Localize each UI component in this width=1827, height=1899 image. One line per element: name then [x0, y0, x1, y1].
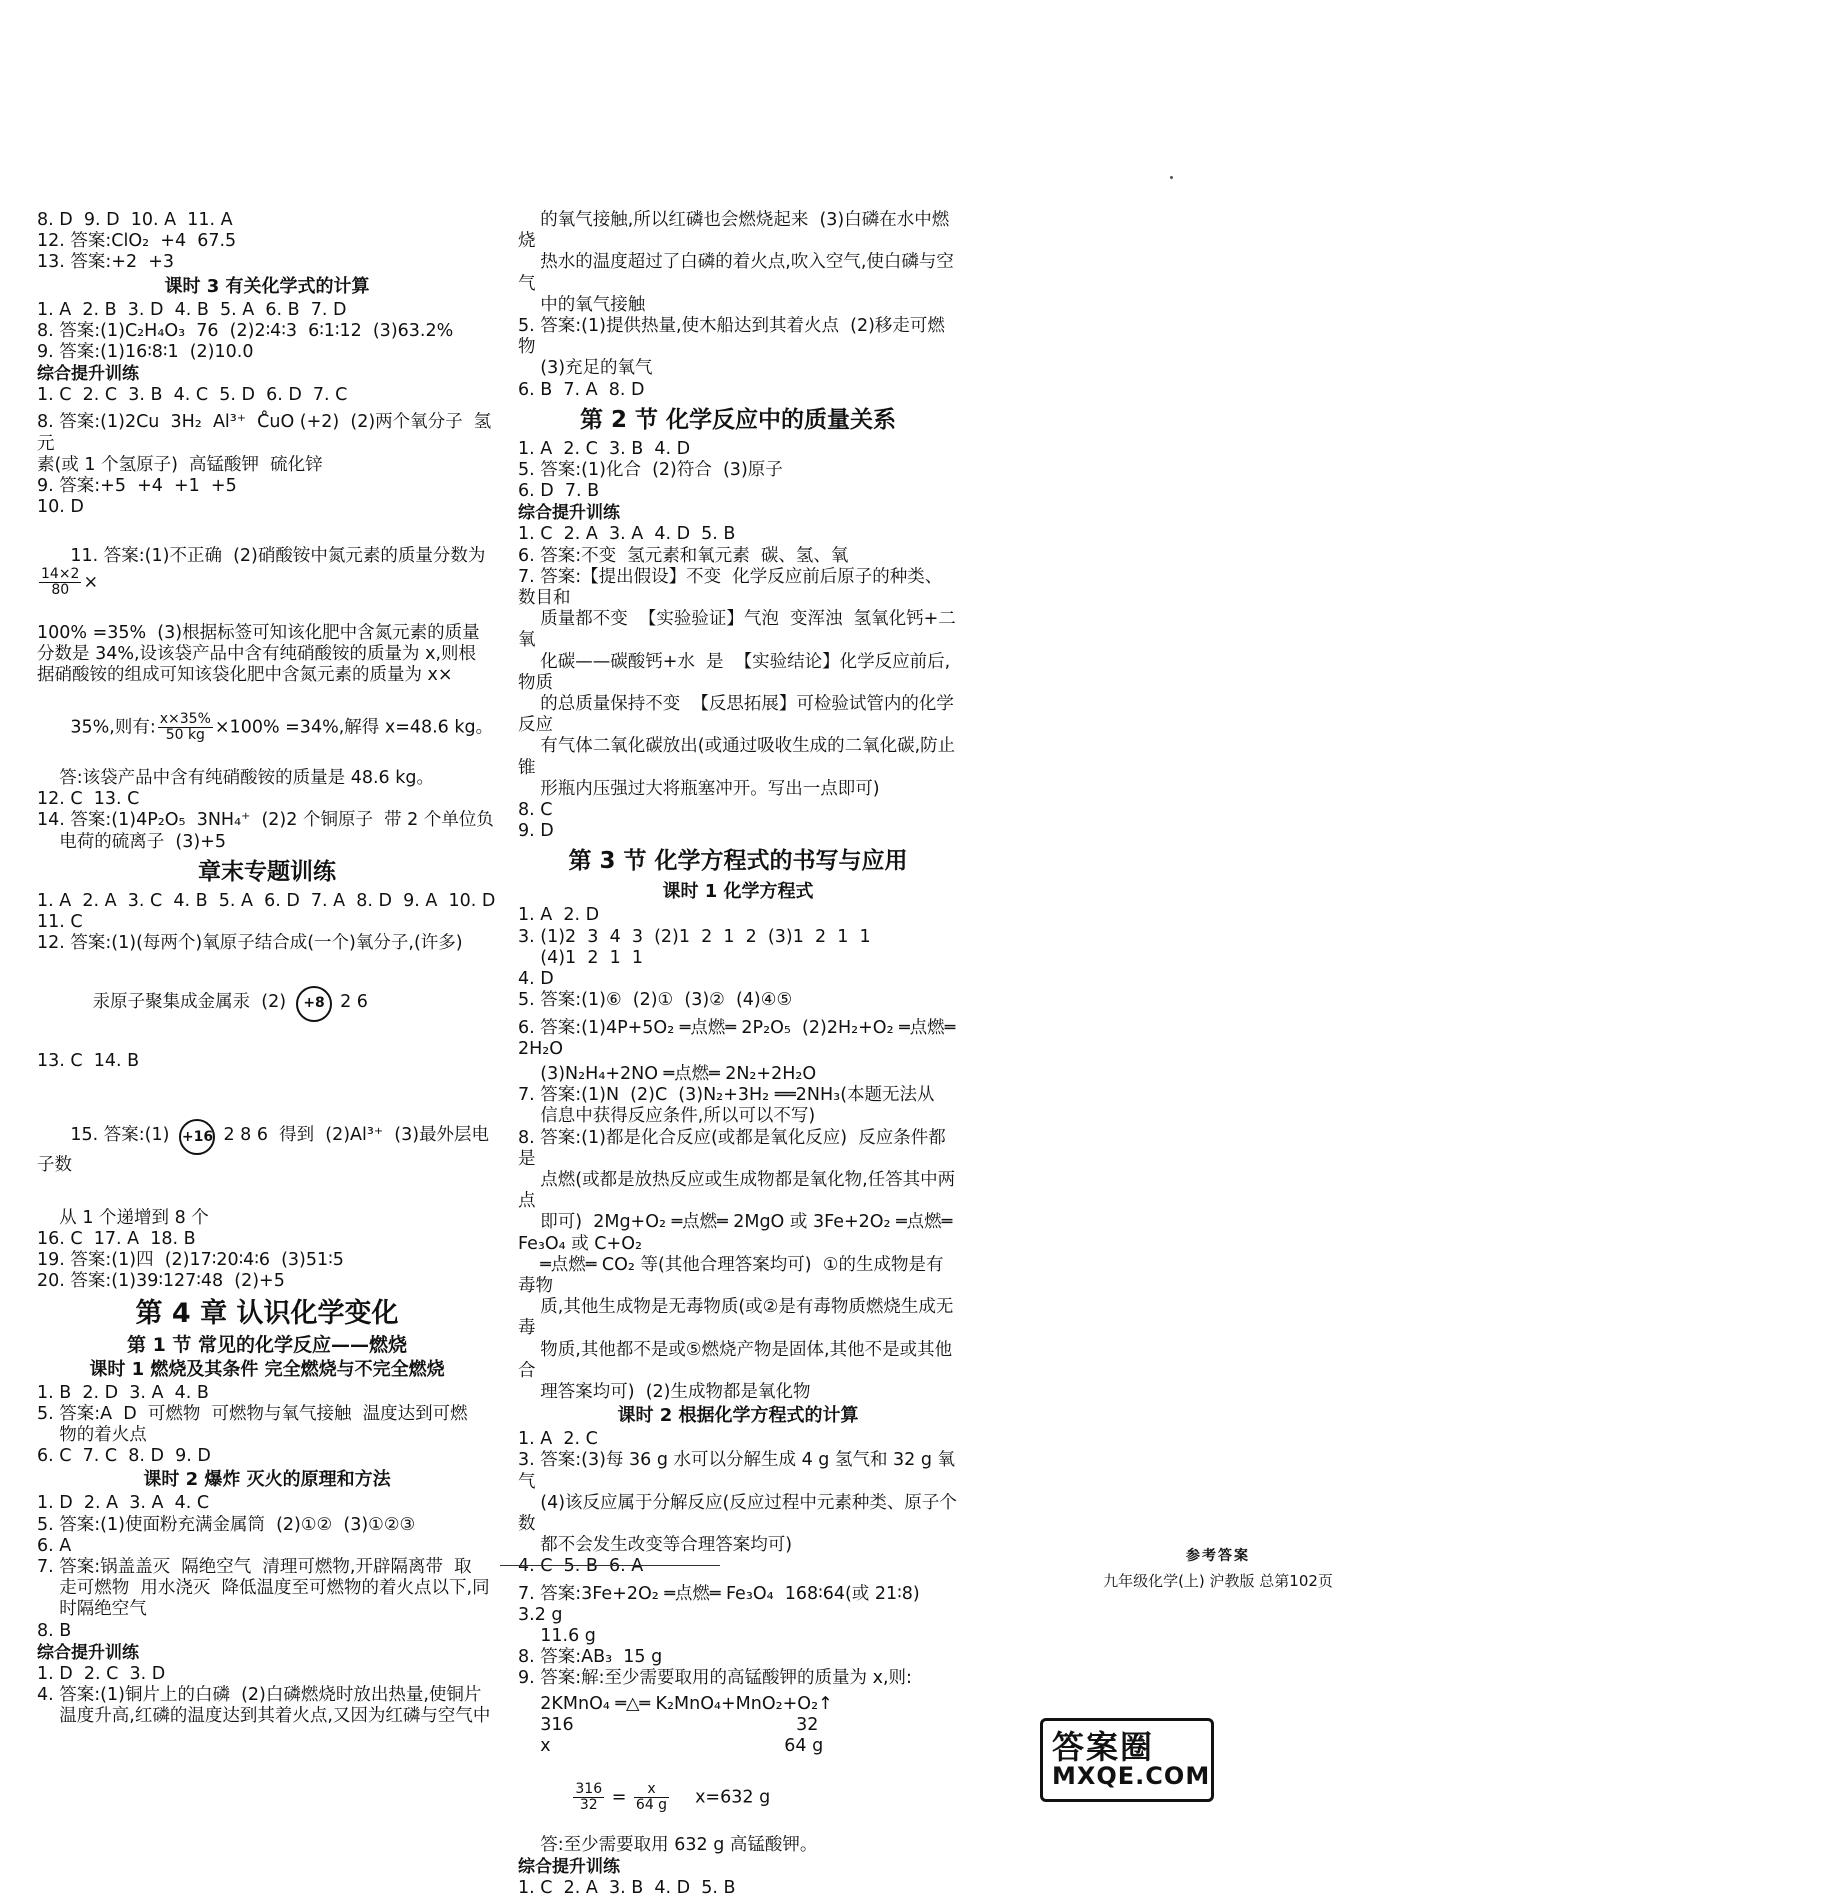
answer-line: 点燃(或都是放热反应或生成物都是氧化物,任答其中两点	[518, 1169, 956, 1212]
answer-line: 理答案均可) (2)生成物都是氧化物	[518, 1381, 811, 1402]
answer-line: 2KMnO₄ ═△═ K₂MnO₄+MnO₂+O₂↑	[518, 1693, 833, 1714]
answer-line: 8. 答案:(1)都是化合反应(或都是氧化反应) 反应条件都是	[518, 1127, 946, 1169]
denominator: 32	[579, 1797, 598, 1814]
answer-line: 1. A 2. C 3. B 4. D	[518, 438, 691, 459]
lesson-heading: 课时 1 化学方程式	[662, 881, 814, 903]
answer-line: 中的氧气接触	[518, 294, 646, 315]
answer-line: 5. 答案:A D 可燃物 可燃物与氧气接触 温度达到可燃	[37, 1403, 468, 1424]
answer-line-fraction	[37, 524, 497, 619]
text: 得到 (2)Al³⁺ (3)最外层电子数	[37, 1125, 490, 1176]
logo-url: MXQE.COM	[1052, 1762, 1211, 1790]
subsection-heading: 综合提升训练	[37, 1642, 139, 1663]
atom-structure-diagram	[290, 982, 336, 1022]
section-heading: 第 1 节 常见的化学反应——燃烧	[126, 1333, 408, 1356]
answer-line: 的总质量保持不变 【反思拓展】可检验试管内的化学反应	[518, 694, 954, 736]
numerator: 316	[575, 1781, 603, 1798]
answer-line: 6. C 7. C 8. D 9. D	[37, 1446, 211, 1467]
answer-line: 7. 答案:(1)N (2)C (3)N₂+3H₂ ══2NH₃(本题无法从	[518, 1085, 935, 1106]
answer-line: 20. 答案:(1)39∶127∶48 (2)+5	[37, 1271, 285, 1292]
lesson-heading: 课时 2 爆炸 灭火的原理和方法	[143, 1469, 391, 1491]
answer-line-fraction	[37, 691, 497, 764]
atom-structure-diagram	[173, 1115, 219, 1155]
answer-line: 8. C	[518, 800, 553, 821]
answer-line: 14. 答案:(1)4P₂O₅ 3NH₄⁺ (2)2 个铜原子 带 2 个单位负	[37, 810, 494, 831]
text: x=632 g	[695, 1787, 771, 1808]
answer-line: 7. 答案:3Fe+2O₂ ═点燃═ Fe₃O₄ 168∶64(或 21∶8) 3.2 g	[518, 1583, 937, 1625]
chapter-heading: 第 4 章 认识化学变化	[135, 1297, 399, 1329]
answer-line: 1. C 2. C 3. B 4. C 5. D 6. D 7. C	[37, 385, 348, 406]
lesson-heading: 课时 2 根据化学方程式的计算	[617, 1405, 859, 1427]
answer-line: 形瓶内压强过大将瓶塞冲开。写出一点即可)	[518, 778, 880, 799]
denominator: 64 g	[635, 1797, 668, 1814]
answer-line: 质,其他生成物是无毒物质(或②是有毒物质燃烧生成无毒	[518, 1297, 954, 1339]
nucleus: +16	[179, 1119, 215, 1155]
section-heading: 第 3 节 化学方程式的书写与应用	[568, 848, 908, 875]
text: 11. 答案:(1)不正确 (2)硝酸铵中氮元素的质量分数为	[70, 545, 486, 566]
numerator: x	[634, 1782, 669, 1798]
answer-line: 化碳——碳酸钙+水 是 【实验结论】化学反应前后,物质	[518, 651, 951, 693]
answer-line: 温度升高,红磷的温度达到其着火点,又因为红磷与空气中	[37, 1706, 491, 1727]
answer-line: 7. 答案:【提出假设】不变 化学反应前后原子的种类、数目和	[518, 566, 943, 609]
answer-line: 8. D 9. D 10. A 11. A	[37, 210, 233, 230]
watermark-logo	[1040, 1718, 1211, 1796]
answer-line: 10. D	[37, 497, 84, 518]
answer-line: 100% =35% (3)根据标签可知该化肥中含氮元素的质量	[37, 623, 480, 644]
answer-line: 1. D 2. A 3. A 4. C	[37, 1493, 210, 1514]
electron-shells: 2 6	[340, 991, 368, 1012]
footer-info: 九年级化学(上) 沪教版 总第102页	[1103, 1572, 1333, 1590]
answer-line: 信息中获得反应条件,所以可以不写)	[518, 1106, 816, 1127]
answer-line: 13. C 14. B	[37, 1050, 140, 1071]
answer-line: 13. 答案:+2 +3	[37, 252, 175, 273]
left-column	[37, 210, 497, 1727]
section-heading: 章末专题训练	[198, 858, 336, 885]
answer-line: 电荷的硫离子 (3)+5	[37, 831, 226, 852]
text: 35%,则有:	[70, 717, 156, 738]
answer-line: 8. B	[37, 1620, 72, 1641]
answer-line: 1. A 2. C	[518, 1429, 598, 1450]
answer-line: 6. 答案:(1)4P+5O₂ ═点燃═ 2P₂O₅ (2)2H₂+O₂ ═点燃═ 2H₂O	[518, 1017, 961, 1059]
calc-line: $\frac{316}{32}$ = $\frac{x}{64 g}$ x=632 g	[575, 1781, 771, 1814]
answer-line: 1. D 2. C 3. D	[37, 1663, 166, 1684]
fraction	[634, 1782, 669, 1813]
answer-line: 6. A	[37, 1535, 72, 1556]
answer-line: 的氧气接触,所以红磷也会燃烧起来 (3)白磷在水中燃烧	[518, 210, 950, 252]
answer-line: 分数是 34%,设该袋产品中含有纯硝酸铵的质量为 x,则根	[37, 644, 477, 665]
answer-line: 6. B 7. A 8. D	[518, 379, 645, 400]
answer-line: 5. 答案:(1)⑥ (2)① (3)② (4)④⑤	[518, 990, 793, 1011]
lesson-heading: 课时 1 燃烧及其条件 完全燃烧与不完全燃烧	[89, 1358, 445, 1380]
answer-line: 1. C 2. A 3. A 4. D 5. B	[518, 524, 736, 545]
answer-line: 8. 答案:(1)2Cu 3H₂ Al³⁺ C̊uO (+2) (2)两个氧分子 氢元	[37, 412, 492, 454]
answer-line: 19. 答案:(1)四 (2)17∶20∶4∶6 (3)51∶5	[37, 1250, 344, 1271]
answer-line: 7. 答案:锅盖盖灭 隔绝空气 清理可燃物,开辟隔离带 取	[37, 1556, 472, 1577]
answer-line: 质量都不变 【实验验证】气泡 变浑浊 氢氧化钙+二氧	[518, 609, 956, 651]
answer-line: 1. C 2. A 3. B 4. D 5. B	[518, 1877, 736, 1898]
fraction	[158, 712, 213, 743]
answer-line: 从 1 个递增到 8 个	[37, 1207, 209, 1228]
logo-text: 答案圈	[1052, 1728, 1155, 1766]
answer-line: 16. C 17. A 18. B	[37, 1228, 196, 1249]
answer-line: 1. A 2. D	[518, 905, 600, 926]
denominator: 50 kg	[165, 726, 205, 743]
answer-line: 5. 答案:(1)使面粉充满金属筒 (2)①② (3)①②③	[37, 1514, 416, 1535]
text: ×100% =34%,解得 x=48.6 kg。	[214, 717, 494, 738]
answer-line: 走可燃物 用水浇灭 降低温度至可燃物的着火点以下,同	[37, 1578, 490, 1599]
answer-line: 5. 答案:(1)化合 (2)符合 (3)原子	[518, 460, 783, 481]
answer-line: 6. D 7. B	[518, 481, 600, 502]
numerator: x×35%	[159, 710, 211, 727]
text: 汞原子聚集成金属汞 (2)	[70, 991, 287, 1012]
answer-line: 12. C 13. C	[37, 789, 140, 810]
footer-rule	[500, 1565, 720, 1566]
answer-line: 4. D	[518, 969, 554, 990]
answer-line: 316 32	[518, 1714, 819, 1735]
answer-line: (4)1 2 1 1	[518, 947, 643, 968]
subsection-heading: 综合提升训练	[518, 1856, 620, 1877]
answer-line: 9. 答案:解:至少需要取用的高锰酸钾的质量为 x,则:	[518, 1668, 912, 1689]
subsection-heading: 综合提升训练	[518, 503, 620, 524]
answer-line-atom	[37, 960, 497, 1042]
answer-line: (3)充足的氧气	[518, 358, 653, 379]
answer-line: 11.6 g	[518, 1625, 596, 1646]
answer-line-atom	[37, 1094, 497, 1198]
answer-line: 4. C 5. B 6. A	[518, 1556, 644, 1577]
answer-line: 9. 答案:+5 +4 +1 +5	[37, 476, 237, 497]
nucleus: +8	[296, 986, 332, 1022]
answer-line: 物质,其他都不是或⑤燃烧产物是固体,其他不是或其他合	[518, 1339, 953, 1381]
answer-line: 1. B 2. D 3. A 4. B	[37, 1382, 209, 1403]
answer-line: (3)N₂H₄+2NO ═点燃═ 2N₂+2H₂O	[518, 1063, 817, 1084]
answer-line: 5. 答案:(1)提供热量,使木船达到其着火点 (2)移走可燃物	[518, 316, 945, 358]
answer-line: 3. (1)2 3 4 3 (2)1 2 1 2 (3)1 2 1 1	[518, 926, 871, 947]
electron-shells: 2 8 6	[223, 1125, 269, 1146]
lesson-heading: 课时 3 有关化学式的计算	[164, 275, 370, 297]
answer-line: ═点燃═ CO₂ 等(其他合理答案均可) ①的生成物是有毒物	[518, 1254, 944, 1296]
answer-line: 9. D	[518, 821, 554, 842]
speck	[1170, 176, 1173, 179]
answer-line: 11. C	[37, 912, 83, 933]
denominator: 80	[51, 581, 70, 598]
answer-line: 12. 答案:(1)(每两个)氧原子结合成(一个)氧分子,(许多)	[37, 933, 463, 954]
fraction	[39, 567, 81, 598]
section-heading: 第 2 节 化学反应中的质量关系	[579, 406, 897, 433]
answer-line: 1. A 2. A 3. C 4. B 5. A 6. D 7. A 8. D 9. A 10. D	[37, 890, 496, 911]
text: 15. 答案:(1)	[70, 1125, 170, 1146]
right-column	[518, 210, 961, 1899]
answer-line: 8. 答案:(1)C₂H₄O₃ 76 (2)2∶4∶3 6∶1∶12 (3)63.2%	[37, 320, 454, 341]
subsection-heading: 综合提升训练	[37, 364, 139, 385]
answer-line: 即可) 2Mg+O₂ ═点燃═ 2MgO 或 3Fe+2O₂ ═点燃═ Fe₃O₄ 或 C+O₂	[518, 1212, 958, 1254]
answer-line: 物的着火点	[37, 1424, 147, 1445]
answer-line: 答:至少需要取用 632 g 高锰酸钾。	[518, 1834, 818, 1855]
answer-line: 有气体二氧化碳放出(或通过吸收生成的二氧化碳,防止锥	[518, 736, 956, 778]
answer-line: 热水的温度超过了白磷的着火点,吹入空气,使白磷与空气	[518, 252, 954, 294]
footer-label: 参考答案	[1186, 1548, 1250, 1564]
answer-line: 3. 答案:(3)每 36 g 水可以分解生成 4 g 氢气和 32 g 氧气	[518, 1450, 956, 1492]
answer-line: 1. A 2. B 3. D 4. B 5. A 6. B 7. D	[37, 299, 347, 320]
answer-line: 时隔绝空气	[37, 1599, 147, 1620]
answer-line: 据硝酸铵的组成可知该袋化肥中含氮元素的质量为 x×	[37, 665, 453, 686]
answer-line: 素(或 1 个氢原子) 高锰酸钾 硫化锌	[37, 454, 323, 475]
fraction	[573, 1782, 604, 1813]
answer-line: 答:该袋产品中含有纯硝酸铵的质量是 48.6 kg。	[37, 768, 434, 789]
answer-line: 12. 答案:ClO₂ +4 67.5	[37, 231, 237, 252]
answer-line: 9. 答案:(1)16∶8∶1 (2)10.0	[37, 342, 254, 363]
text: ×	[83, 572, 99, 593]
answer-line: 6. 答案:不变 氢元素和氧元素 碳、氢、氧	[518, 545, 849, 566]
numerator: 14×2	[41, 565, 80, 582]
answer-line: x 64 g	[518, 1736, 824, 1756]
answer-line: 8. 答案:AB₃ 15 g	[518, 1647, 663, 1668]
answer-line: 都不会发生改变等合理答案均可)	[518, 1535, 793, 1556]
answer-line: 4. 答案:(1)铜片上的白磷 (2)白磷燃烧时放出热量,使铜片	[37, 1684, 482, 1705]
answer-line: (4)该反应属于分解反应(反应过程中元素种类、原子个数	[518, 1492, 957, 1534]
